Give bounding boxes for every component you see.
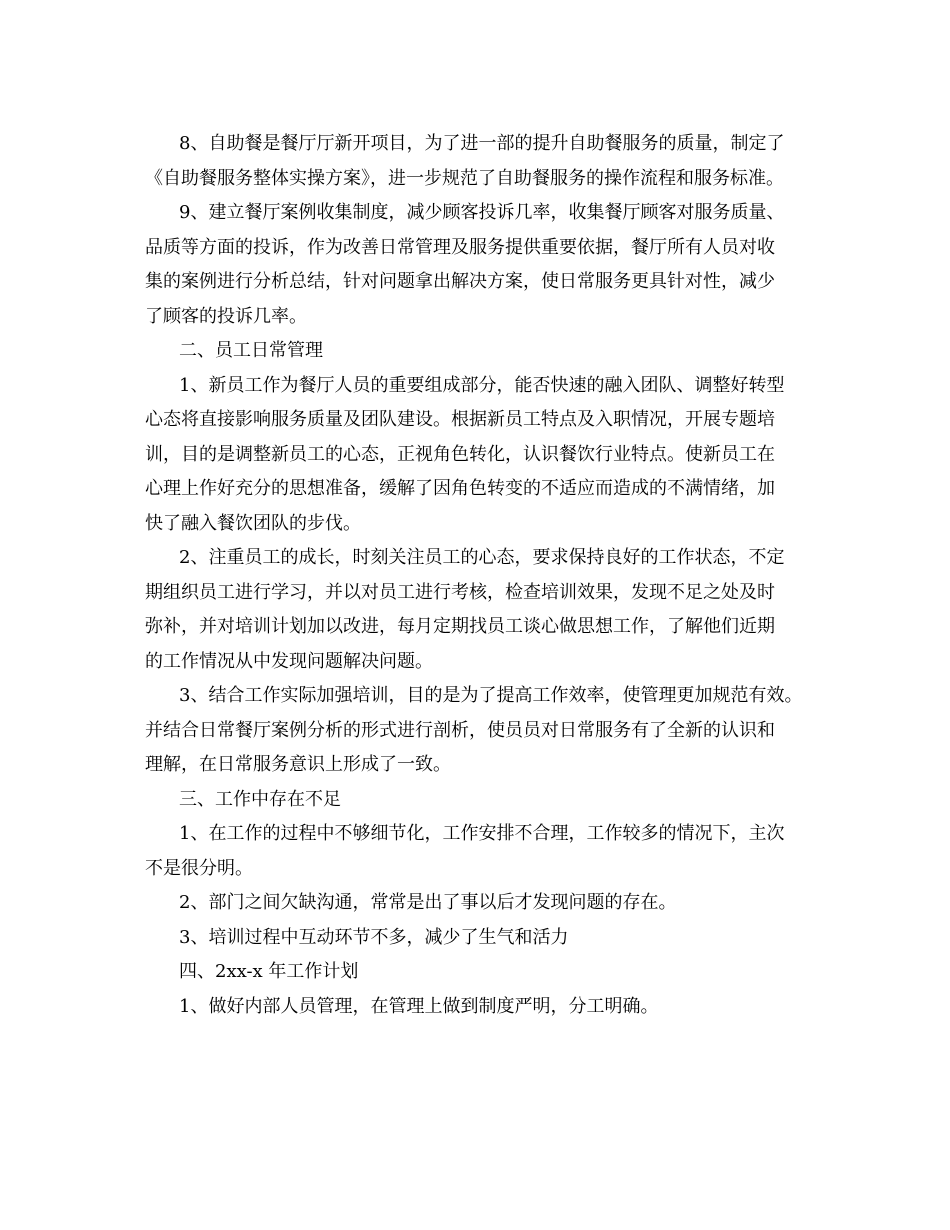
paragraph-line: 9、建立餐厅案例收集制度，减少顾客投诉几率，收集餐厅顾客对服务质量、 [179, 202, 785, 223]
paragraph-line: 2、部门之间欠缺沟通，常常是出了事以后才发现问题的存在。 [179, 892, 677, 913]
paragraph-line: 3、培训过程中互动环节不多，减少了生气和活力 [179, 926, 569, 948]
document-body [145, 127, 825, 1024]
paragraph-line: 训，目的是调整新员工的心态，正视角色转化，认识餐饮行业特点。使新员工在 [145, 443, 775, 465]
paragraph-line: 的工作情况从中发现问题解决问题。 [145, 650, 433, 672]
paragraph-line: 3、结合工作实际加强培训，目的是为了提高工作效率，使管理更加规范有效。 [179, 685, 803, 706]
paragraph-line: 弥补，并对培训计划加以改进，每月定期找员工谈心做思想工作，了解他们近期 [145, 616, 775, 637]
section-heading: 三、工作中存在不足 [179, 788, 341, 810]
paragraph-line: 《自助餐服务整体实操方案》，进一步规范了自助餐服务的操作流程和服务标准。 [145, 167, 784, 189]
paragraph-line: 1、新员工作为餐厅人员的重要组成部分，能否快速的融入团队、调整好转型 [179, 374, 785, 396]
paragraph-line: 集的案例进行分析总结，针对问题拿出解决方案，使日常服务更具针对性，减少 [145, 271, 775, 292]
paragraph-line: 并结合日常餐厅案例分析的形式进行剖析，使员员对日常服务有了全新的认识和 [145, 719, 775, 741]
paragraph-line: 理解，在日常服务意识上形成了一致。 [145, 754, 451, 775]
paragraph-line: 期组织员工进行学习，并以对员工进行考核，检查培训效果，发现不足之处及时 [145, 581, 775, 603]
section-heading: 四、2xx-x 年工作计划 [179, 961, 359, 982]
paragraph-line: 心理上作好充分的思想准备，缓解了因角色转变的不适应而造成的不满情绪，加 [145, 478, 775, 499]
section-heading: 二、员工日常管理 [179, 340, 323, 361]
paragraph-line: 2、注重员工的成长，时刻关注员工的心态，要求保持良好的工作状态，不定 [179, 547, 785, 568]
paragraph-line: 品质等方面的投诉，作为改善日常管理及服务提供重要依据，餐厅所有人员对收 [145, 236, 775, 258]
paragraph-line: 快了融入餐饮团队的步伐。 [145, 512, 361, 534]
paragraph-line: 1、在工作的过程中不够细节化，工作安排不合理，工作较多的情况下，主次 [179, 823, 785, 844]
paragraph-line: 心态将直接影响服务质量及团队建设。根据新员工特点及入职情况，开展专题培 [145, 409, 775, 430]
paragraph-line: 不是很分明。 [145, 857, 253, 879]
paragraph-line: 8、自助餐是餐厅厅新开项目，为了进一部的提升自助餐服务的质量，制定了 [179, 133, 785, 154]
paragraph-line: 1、做好内部人员管理，在管理上做到制度严明，分工明确。 [179, 995, 659, 1017]
paragraph-line: 了顾客的投诉几率。 [145, 305, 307, 327]
